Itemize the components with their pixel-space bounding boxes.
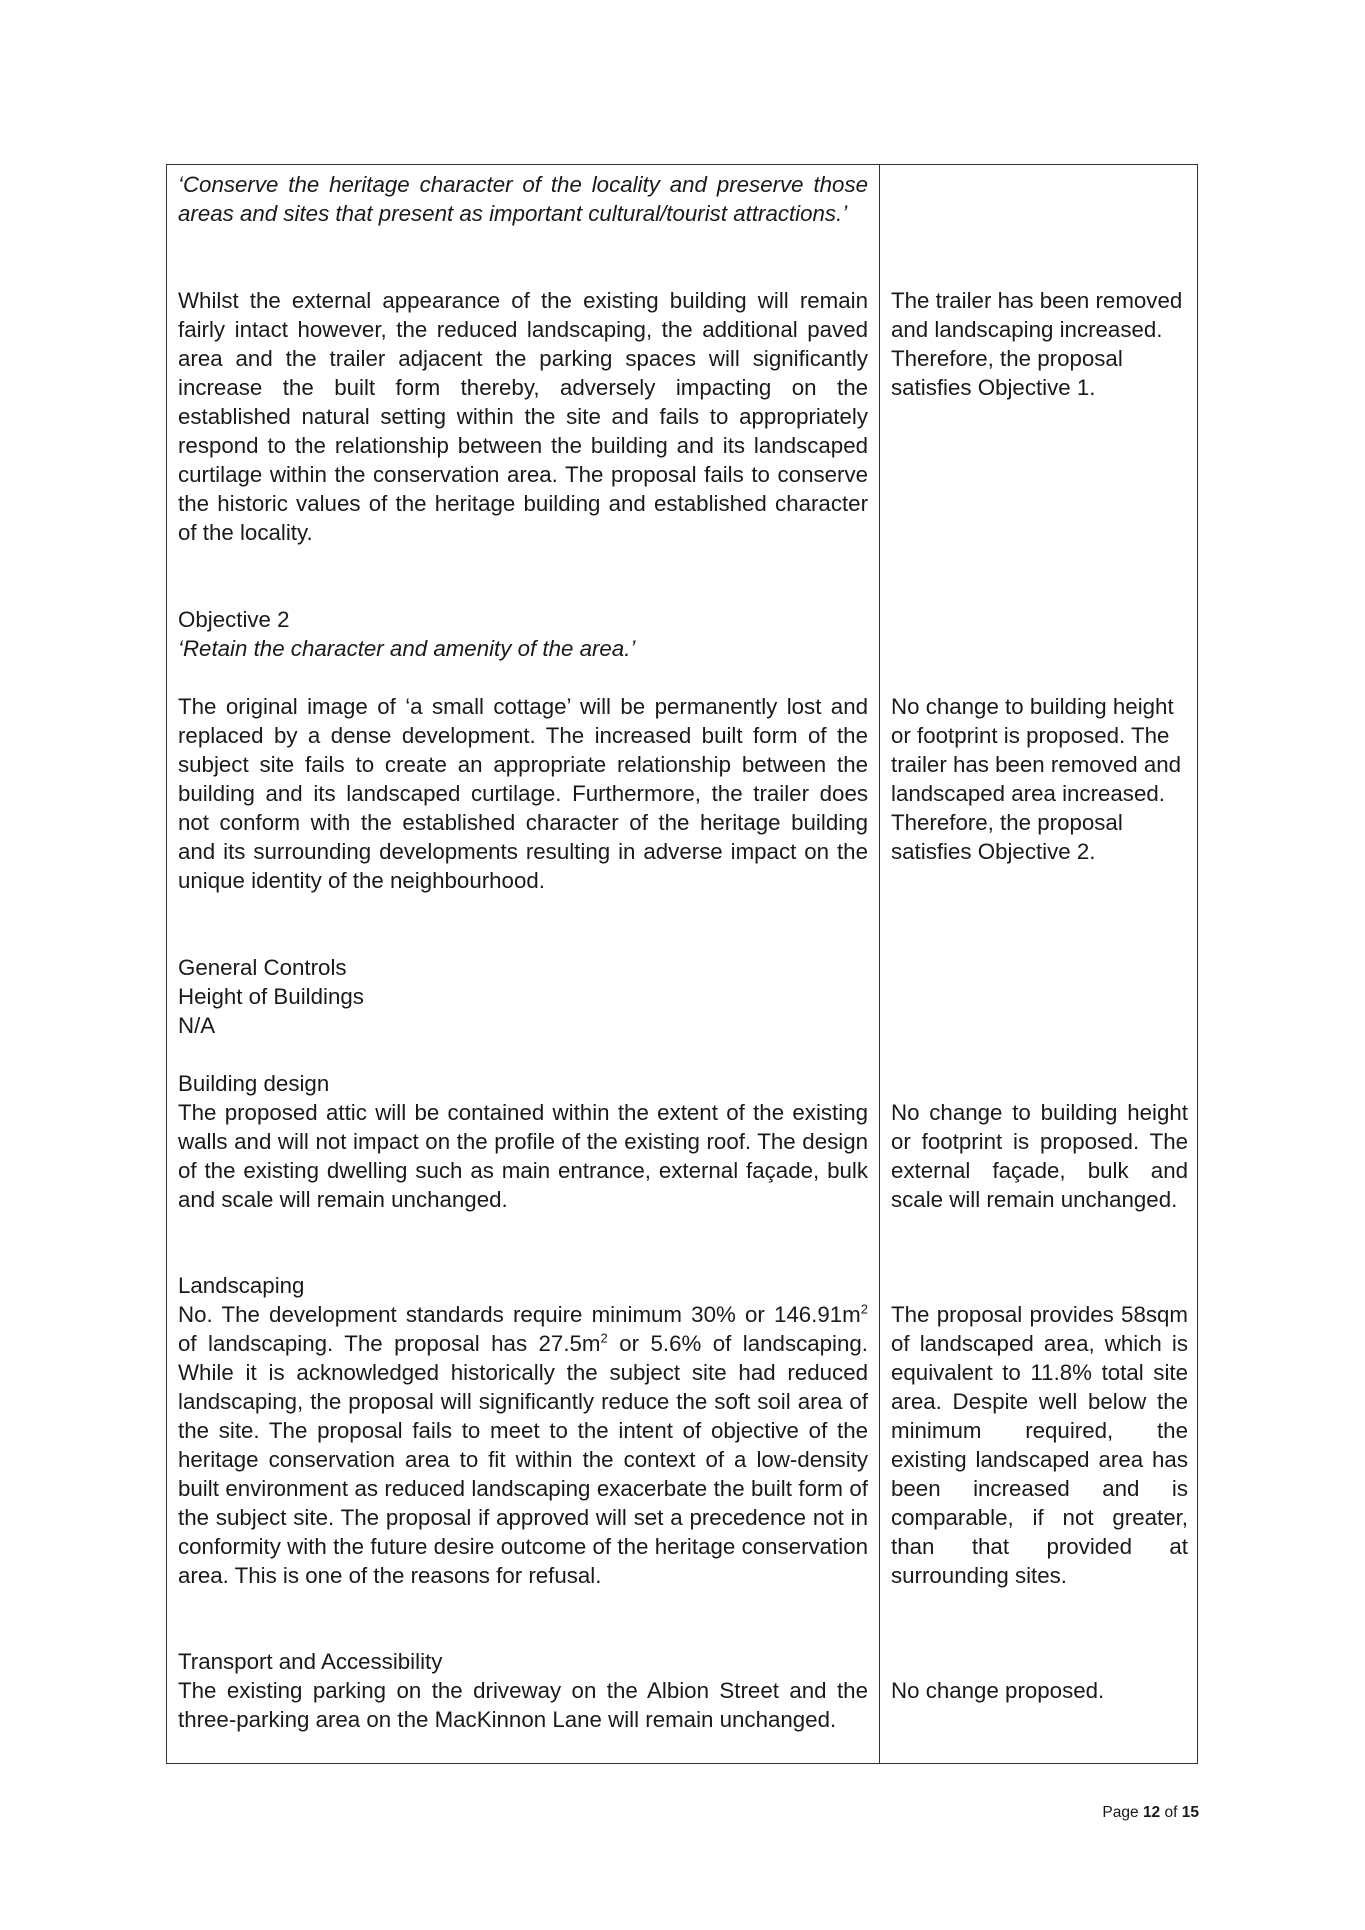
transport-heading: Transport and Accessibility <box>178 1649 443 1674</box>
building-design-heading: Building design <box>178 1071 330 1096</box>
current-page-number: 12 <box>1142 1804 1161 1821</box>
height-of-buildings-heading: Height of Buildings <box>178 984 364 1009</box>
superscript-squared: 2 <box>600 1330 608 1346</box>
objective2-assessment: The original image of ‘a small cottage’ will be permanently lost and replaced by a dense development. The increased built form of the subject site fails to create an appropriate relationship between the building and its landscaped curtilage. Furthermore, the trailer does not conform with the established character of the heritage building and its surrounding developments resulting in adverse impact on the unique identity of the neighbourhood. <box>178 694 868 893</box>
landscaping-text <box>178 1300 868 1590</box>
objective2-response: No change to building height or footprint is proposed. The trailer has been removed and landscaped area increased. Therefore, the proposal satisfies Objective 2. <box>891 694 1182 864</box>
landscaping-text-part-b: of landscaping. The proposal has 27.5m <box>178 1331 601 1356</box>
building-design-response: No change to building height or footprint is proposed. The external façade, bulk and scale will remain unchanged. <box>891 1100 1188 1212</box>
objective1-assessment: Whilst the external appearance of the existing building will remain fairly intact however, the reduced landscaping, the additional paved area and the trailer adjacent the parking spaces will significantly increase the built form thereby, adversely impacting on the established natural setting within the site and fails to appropriately respond to the relationship between the building and its landscaped curtilage within the conservation area. The proposal fails to conserve the historic values of the heritage building and established character of the locality. <box>178 288 868 545</box>
objective2-heading: Objective 2 <box>178 607 290 632</box>
transport-response: No change proposed. <box>891 1678 1105 1703</box>
assessment-table <box>166 164 1198 1764</box>
building-design-text: The proposed attic will be contained within the extent of the existing walls and will not impact on the profile of the existing roof. The design of the existing dwelling such as main entrance, external façade, bulk and scale will remain unchanged. <box>178 1100 868 1212</box>
objective2-quote: ‘Retain the character and amenity of the area.’ <box>178 636 636 661</box>
height-of-buildings-value: N/A <box>178 1013 216 1038</box>
general-controls-heading: General Controls <box>178 955 347 980</box>
objective1-quote: ‘Conserve the heritage character of the locality and preserve those areas and sites that present as important cultural/tourist attractions.’ <box>178 172 868 226</box>
objective1-response: The trailer has been removed and landscaping increased. Therefore, the proposal satisfies Objective 1. <box>891 288 1183 400</box>
page-of-label: of <box>1164 1804 1178 1821</box>
landscaping-text-part-c: or 5.6% of landscaping. While it is acknowledged historically the subject site had reduced landscaping, the proposal will significantly reduce the soft soil area of the site. The proposal fails to meet to the intent of objective of the heritage conservation area to fit within the context of a low-density built environment as reduced landscaping exacerbate the built form of the subject site. The proposal if approved will set a precedence not in conformity with the future desire outcome of the heritage conservation area. This is one of the reasons for refusal. <box>178 1331 868 1588</box>
superscript-squared: 2 <box>860 1301 868 1317</box>
landscaping-text-part-a: No. The development standards require minimum 30% or 146.91m <box>178 1302 861 1327</box>
page-label: Page <box>1102 1804 1139 1821</box>
page-number-footer <box>1102 1804 1199 1822</box>
total-page-number: 15 <box>1181 1804 1199 1821</box>
landscaping-heading: Landscaping <box>178 1273 305 1298</box>
landscaping-response: The proposal provides 58sqm of landscaped area, which is equivalent to 11.8% total site area. Despite well below the minimum required, the existing landscaped area has been increased and is comparable, if not greater, than that provided at surrounding sites. <box>891 1302 1188 1588</box>
transport-text: The existing parking on the driveway on the Albion Street and the three-parking area on the MacKinnon Lane will remain unchanged. <box>178 1678 868 1732</box>
